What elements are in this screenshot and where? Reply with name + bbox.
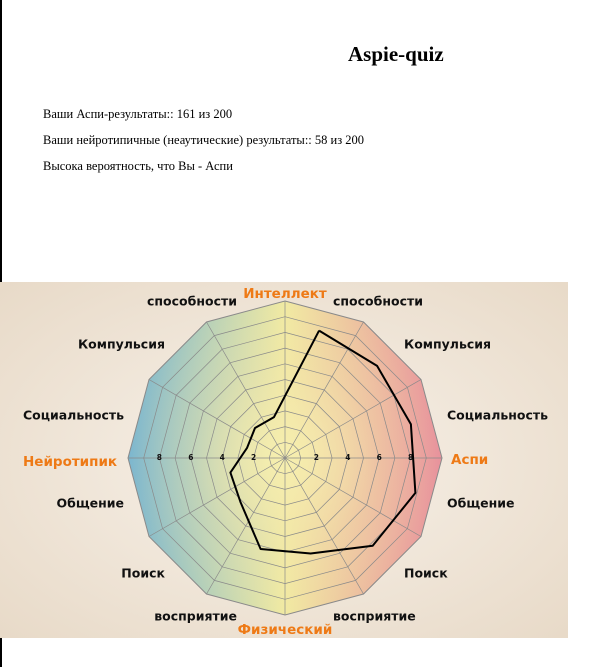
spoke-label-right-2: Компульсия bbox=[404, 336, 492, 352]
spoke-label-left-5: Поиск bbox=[121, 565, 165, 581]
scale-tick-right-4: 4 bbox=[345, 453, 351, 462]
scale-tick-right-8: 8 bbox=[407, 453, 414, 462]
axis-title-neurotypical: Нейротипик bbox=[23, 454, 118, 470]
spoke-label-right-4: Общение bbox=[447, 495, 515, 511]
scale-tick-left-6: 6 bbox=[188, 453, 194, 462]
scale-tick-left-4: 4 bbox=[219, 453, 225, 462]
spoke-label-right-6: восприятие bbox=[333, 608, 416, 624]
aspie-radar-chart bbox=[0, 282, 568, 638]
scale-tick-left-8: 8 bbox=[156, 453, 163, 462]
scale-tick-left-2: 2 bbox=[250, 453, 257, 462]
spoke-label-right-5: Поиск bbox=[404, 565, 448, 581]
scale-tick-right-2: 2 bbox=[313, 453, 320, 462]
axis-title-intellect: Интеллект bbox=[243, 286, 327, 302]
spoke-label-right-3: Социальность bbox=[447, 407, 549, 423]
spoke-label-left-4: Общение bbox=[56, 495, 124, 511]
spoke-label-left-3: Социальность bbox=[22, 407, 124, 423]
aspie-score-line: Ваши Аспи-результаты:: 161 из 200 bbox=[43, 107, 233, 121]
axis-title-physical: Физический bbox=[237, 622, 333, 638]
spoke-label-right-1: способности bbox=[333, 293, 423, 309]
scale-tick-right-6: 6 bbox=[376, 453, 382, 462]
axis-title-aspie: Аспи bbox=[451, 452, 489, 468]
spoke-label-left-2: Компульсия bbox=[77, 336, 165, 352]
spoke-label-left-6: восприятие bbox=[154, 608, 237, 624]
verdict-line: Высока вероятность, что Вы - Аспи bbox=[43, 159, 233, 173]
page-title: Aspie-quiz bbox=[348, 42, 444, 66]
spoke-label-left-1: способности bbox=[147, 293, 237, 309]
neurotypical-score-line: Ваши нейротипичные (неаутические) результаты:: 58 из 200 bbox=[43, 133, 365, 147]
